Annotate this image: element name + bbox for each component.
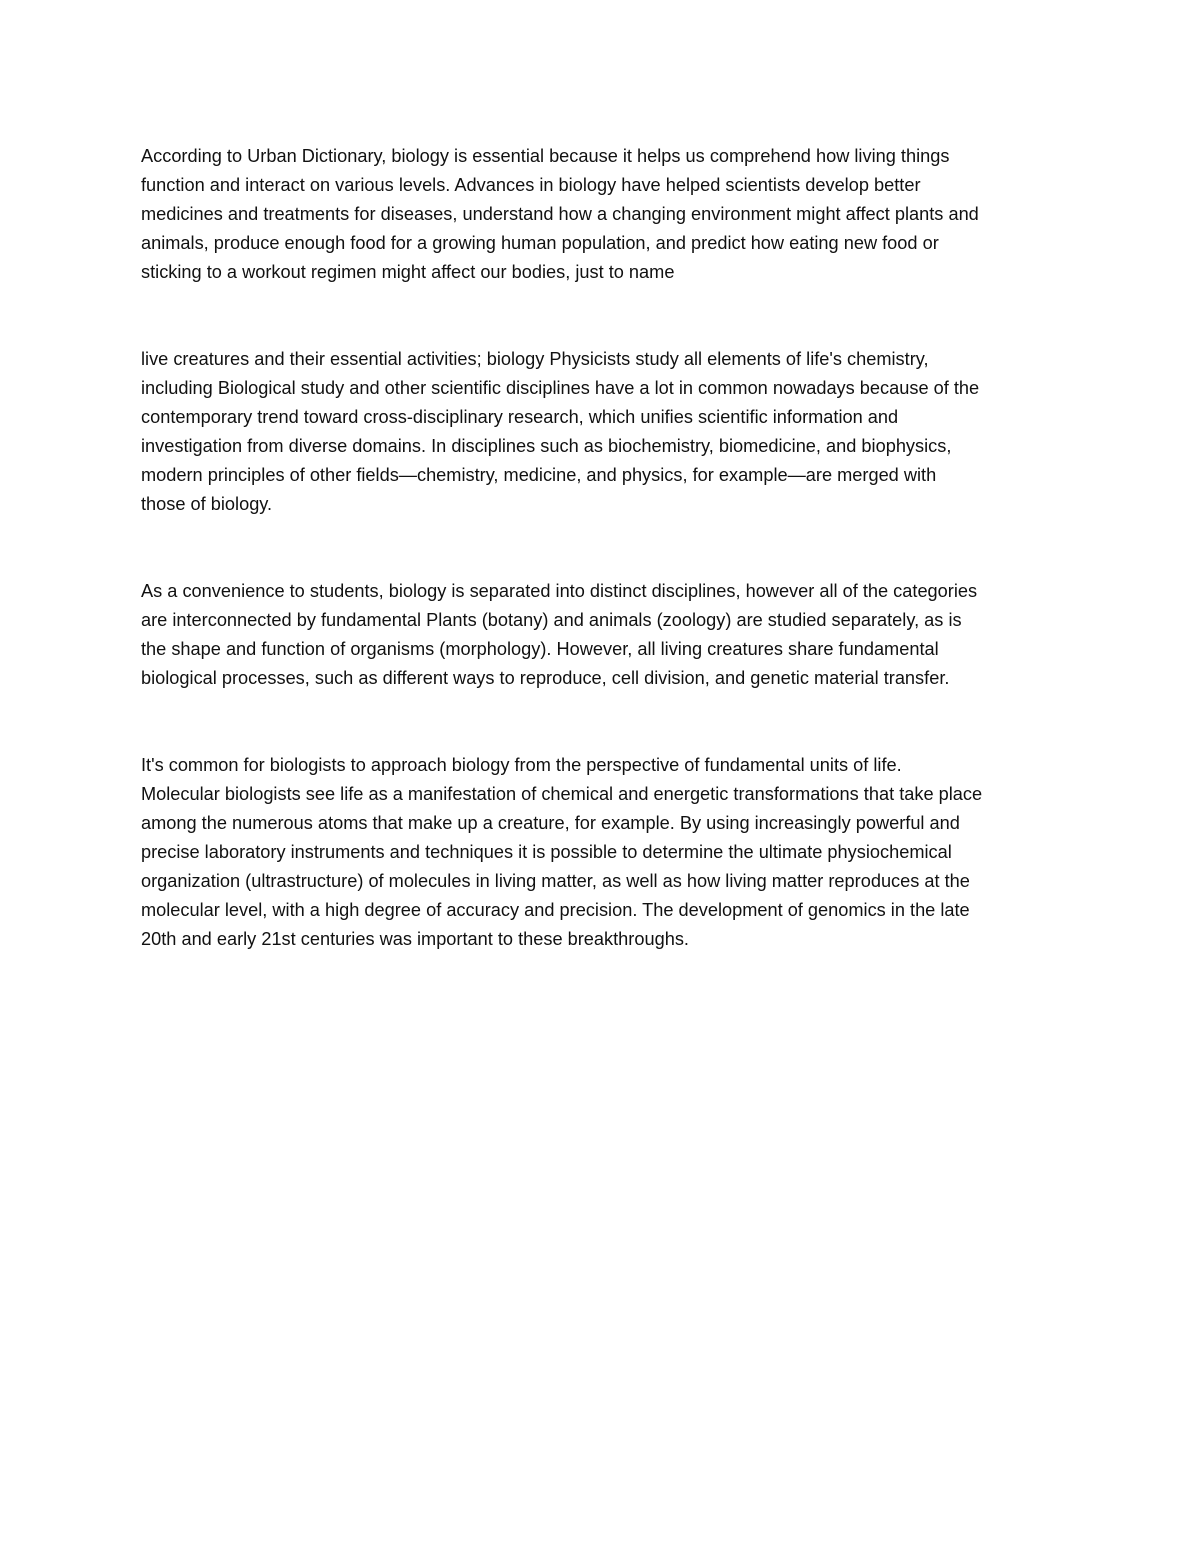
text-line: It's common for biologists to approach biology from the perspective of fundamental units of life. (141, 755, 902, 775)
text-line: modern principles of other fields—chemistry, medicine, and physics, for example—are merged with (141, 465, 937, 485)
text-line: the shape and function of organisms (morphology). However, all living creatures share fundamental (141, 639, 939, 659)
text-line: biological processes, such as different ways to reproduce, cell division, and genetic material transfer. (141, 668, 950, 688)
text-line: function and interact on various levels. Advances in biology have helped scientists develop better (141, 175, 921, 195)
text-line: 20th and early 21st centuries was important to these breakthroughs. (141, 929, 689, 949)
text-line: are interconnected by fundamental Plants (botany) and animals (zoology) are studied separately, as is (141, 610, 962, 630)
text-line: medicines and treatments for diseases, understand how a changing environment might affect plants and (141, 204, 979, 224)
text-line: According to Urban Dictionary, biology is essential because it helps us comprehend how living things (141, 146, 950, 166)
text-line: molecular level, with a high degree of accuracy and precision. The development of genomics in the late (141, 900, 970, 920)
text-line: organization (ultrastructure) of molecules in living matter, as well as how living matter reproduces at the (141, 871, 970, 891)
text-line: precise laboratory instruments and techniques it is possible to determine the ultimate physiochemical (141, 842, 952, 862)
paragraph-4 (141, 751, 1071, 954)
paragraph-1 (141, 142, 1071, 287)
text-line: among the numerous atoms that make up a creature, for example. By using increasingly powerful and (141, 813, 960, 833)
text-line: animals, produce enough food for a growing human population, and predict how eating new food or (141, 233, 939, 253)
paragraph-3 (141, 577, 1071, 693)
text-line: those of biology. (141, 494, 273, 514)
paragraph-2 (141, 345, 1071, 519)
text-line: investigation from diverse domains. In disciplines such as biochemistry, biomedicine, and biophysics, (141, 436, 952, 456)
text-line: As a convenience to students, biology is separated into distinct disciplines, however all of the categories (141, 581, 978, 601)
text-line: contemporary trend toward cross-disciplinary research, which unifies scientific information and (141, 407, 899, 427)
text-line: live creatures and their essential activities; biology Physicists study all elements of life's chemistry, (141, 349, 929, 369)
document-body (141, 142, 1071, 954)
text-line: including Biological study and other scientific disciplines have a lot in common nowadays because of the (141, 378, 980, 398)
text-line: Molecular biologists see life as a manifestation of chemical and energetic transformations that take place (141, 784, 983, 804)
text-line: sticking to a workout regimen might affect our bodies, just to name (141, 262, 675, 282)
